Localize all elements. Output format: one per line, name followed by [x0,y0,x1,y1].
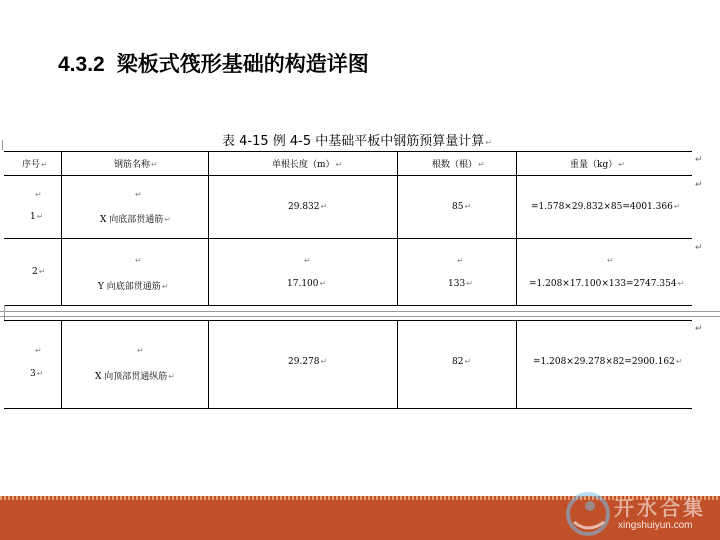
row3-length: 29.278↵ [288,357,328,367]
header-cell-name: 钢筋名称↵ [114,160,158,170]
slide-title [58,48,369,78]
paragraph-mark-icon: ↵ [304,256,311,265]
row1-length: 29.832↵ [288,202,328,212]
section-number: 4.3.2 [58,53,105,76]
header-cell-length: 单根长度（m）↵ [272,160,343,170]
table-rule [4,320,692,321]
row1-name: X 向底部贯通筋↵ [100,215,171,225]
page-break-rule [0,311,720,312]
table-rule [4,175,692,176]
row1-count: 85↵ [452,202,472,212]
table-column-rule [397,320,398,408]
watermark-url: xingshuiyun.com [618,520,693,531]
table-column-rule [516,151,517,305]
paragraph-mark-icon: ↵ [35,346,42,355]
table-column-rule [397,151,398,305]
paragraph-mark-icon: ↵ [485,138,492,147]
row1-index: 1↵ [30,212,44,222]
table-rule [4,305,692,306]
water-drop-logo-icon [560,484,616,540]
header-cell-index: 序号↵ [22,160,48,170]
paragraph-mark-icon: ↵ [137,346,144,355]
table-column-rule [61,151,62,305]
row3-count: 82↵ [452,357,472,367]
row3-name: X 向顶部贯通纵筋↵ [95,372,175,382]
row-end-mark: ↵ [695,180,703,190]
row2-weight: =1.208×17.100×133=2747.354↵ [529,279,685,289]
page-edge-mark [4,305,5,320]
header-cell-count: 根数（根）↵ [432,160,485,170]
table-rule [4,408,692,409]
row-end-mark: ↵ [695,324,703,334]
row3-weight: =1.208×29.278×82=2900.162↵ [533,357,683,367]
paragraph-mark-icon: ↵ [607,256,614,265]
table-column-rule [61,320,62,408]
table-rule [4,238,692,239]
table-caption-text: 表 4-15 例 4-5 中基础平板中钢筋预算量计算 [222,134,485,149]
table-caption [222,130,492,149]
paragraph-mark-icon: ↵ [135,190,142,199]
row2-length: 17.100↵ [287,279,327,289]
watermark-logo [560,484,720,540]
page-break-rule [0,316,720,317]
table-column-rule [208,151,209,305]
table-rule [4,151,692,152]
header-cell-weight: 重量（kg）↵ [570,160,625,170]
row2-count: 133↵ [448,279,473,289]
paragraph-mark-icon: ↵ [135,256,142,265]
row3-index: 3↵ [30,369,44,379]
table-column-rule [208,320,209,408]
row2-name: Y 向底部贯通筋↵ [98,282,169,292]
row1-weight: =1.578×29.832×85=4001.366↵ [531,202,681,212]
page-edge-mark [2,140,3,150]
row-end-mark: ↵ [695,243,703,253]
watermark-name: 开水合集 [614,496,706,520]
table-column-rule [516,320,517,408]
row-end-mark: ↵ [695,155,703,165]
section-title: 梁板式筏形基础的构造详图 [116,52,369,76]
paragraph-mark-icon: ↵ [457,256,464,265]
row2-index: 2↵ [32,267,46,277]
paragraph-mark-icon: ↵ [35,190,42,199]
